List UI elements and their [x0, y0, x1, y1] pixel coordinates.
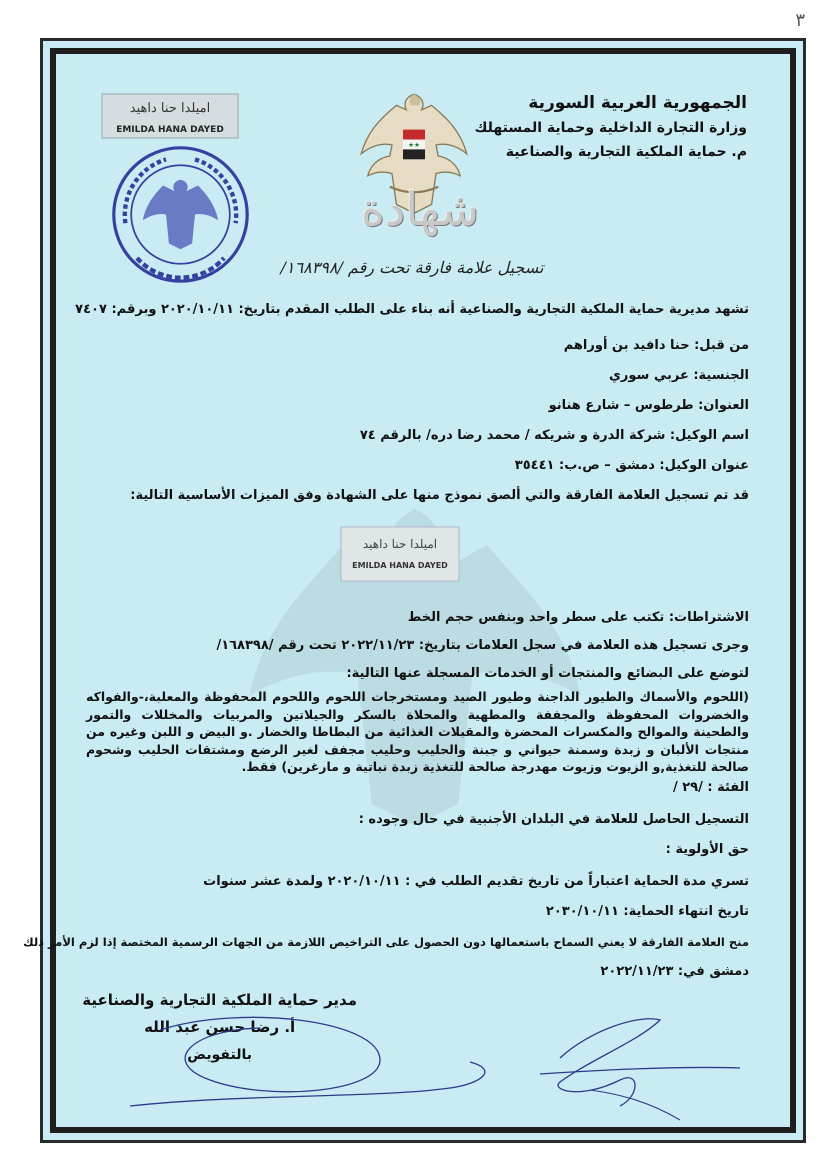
class-line: الفئة : /٢٩ / — [672, 780, 749, 795]
official-round-seal-icon — [108, 142, 253, 287]
expiry-line: تاريخ انتهاء الحماية: ٢٠٣٠/١٠/١١ — [545, 904, 749, 919]
agent-line: اسم الوكيل: شركة الدرة و شريكه / محمد رضا دره/ بالرقم ٧٤ — [359, 428, 749, 443]
issuing-authority — [475, 90, 747, 164]
directorate-name: م. حماية الملكية التجارية والصناعية — [505, 144, 747, 160]
issue-date-line: دمشق في: ٢٠٢٢/١١/٢٣ — [600, 964, 749, 979]
registration-number-heading: تسجيل علامة فارقة تحت رقم /١٦٨٣٩٨/ — [280, 258, 544, 277]
trademark-specimen — [340, 526, 460, 582]
goods-intro-line: لتوضع على البضائع والمنتجات أو الخدمات المسجلة عنها التالية: — [346, 666, 749, 681]
applicant-name-stamp — [100, 92, 240, 140]
svg-text:★★: ★★ — [408, 141, 420, 150]
notice-line: منح العلامة الفارقة لا يعني السماح باستعمالها دون الحصول على التراخيص اللازمة من الجهات الرسمية المختصة إذا لزم الأمر ذلك — [23, 935, 749, 949]
address-line: العنوان: طرطوس – شارع هنانو — [548, 398, 749, 413]
page-number: ٣ — [795, 10, 805, 31]
priority-line: حق الأولوية : — [665, 842, 749, 857]
recorded-line: وجرى تسجيل هذه العلامة في سجل العلامات بتاريخ: ٢٠٢٢/١١/٢٣ تحت رقم /١٦٨٣٩٨/ — [216, 638, 749, 653]
svg-text:EMILDA HANA DAYED: EMILDA HANA DAYED — [116, 125, 224, 135]
nationality-line: الجنسية: عربي سوري — [608, 368, 749, 383]
goods-list: (اللحوم والأسماك والطيور الداجنة وطيور الصيد ومستخرجات اللحوم واللحوم المحفوظة والمعلبة،-والفواكه والخضروات المحفوظة والمجففة والمطهية والمحلاة بالسكر والجيلاتين والمربيات والمخللات والتمور والطحينة والموالح والمكسرات المحضرة والمقبلات الغذائية من البطاطا والخضار .و البيض و اللبن وغيره من منتجات الألبان و زبدة وسمنة حيواني و جبنة والحليب وحليب مجفف لغير الرضع ومشتقات الحليب وشحوم صالحة للتغذية,و الزيوت وزيوت مهدرجة صالحة للتغذية زبدة نباتية و مارغرين) فقط. — [86, 689, 749, 774]
svg-text:EMILDA HANA DAYED: EMILDA HANA DAYED — [352, 561, 448, 570]
registered-line: قد تم تسجيل العلامة الفارقة والتي ألصق نموذج منها على الشهادة وفق الميزات الأساسية التالية: — [130, 488, 749, 503]
svg-text:اميلدا حنا داهيد: اميلدا حنا داهيد — [129, 101, 211, 116]
agent-address-line: عنوان الوكيل: دمشق – ص.ب: ٣٥٤٤١ — [514, 458, 749, 473]
certificate-title: شهادة — [360, 182, 480, 236]
signatory-title: مدير حماية الملكية التجارية والصناعية — [82, 991, 357, 1009]
republic-name: الجمهورية العربية السورية — [528, 93, 747, 113]
conditions-line: الاشتراطات: تكتب على سطر واحد وبنفس حجم الخط — [407, 610, 749, 625]
foreign-registration-line: التسجيل الحاصل للعلامة في البلدان الأجنبية في حال وجوده : — [358, 812, 749, 827]
protection-line: تسري مدة الحماية اعتباراً من تاريخ تقديم الطلب في : ٢٠٢٠/١٠/١١ ولمدة عشر سنوات — [203, 874, 749, 889]
handwritten-signature — [120, 1010, 800, 1130]
signatory-delegation: بالتفويض — [187, 1047, 252, 1063]
applicant-line: من قبل: حنا دافيد بن أوراهم — [563, 338, 749, 353]
intro-line: تشهد مديرية حماية الملكية التجارية والصناعية أنه بناء على الطلب المقدم بتاريخ: ٢٠٢٠/١٠/١١ وبرقم: ٧٤٠٧ — [75, 302, 749, 317]
signatory-name: أ. رضا حسن عبد الله — [144, 1018, 296, 1036]
svg-text:اميلدا حنا داهيد: اميلدا حنا داهيد — [362, 537, 438, 551]
ministry-name: وزارة التجارة الداخلية وحماية المستهلك — [474, 120, 747, 136]
